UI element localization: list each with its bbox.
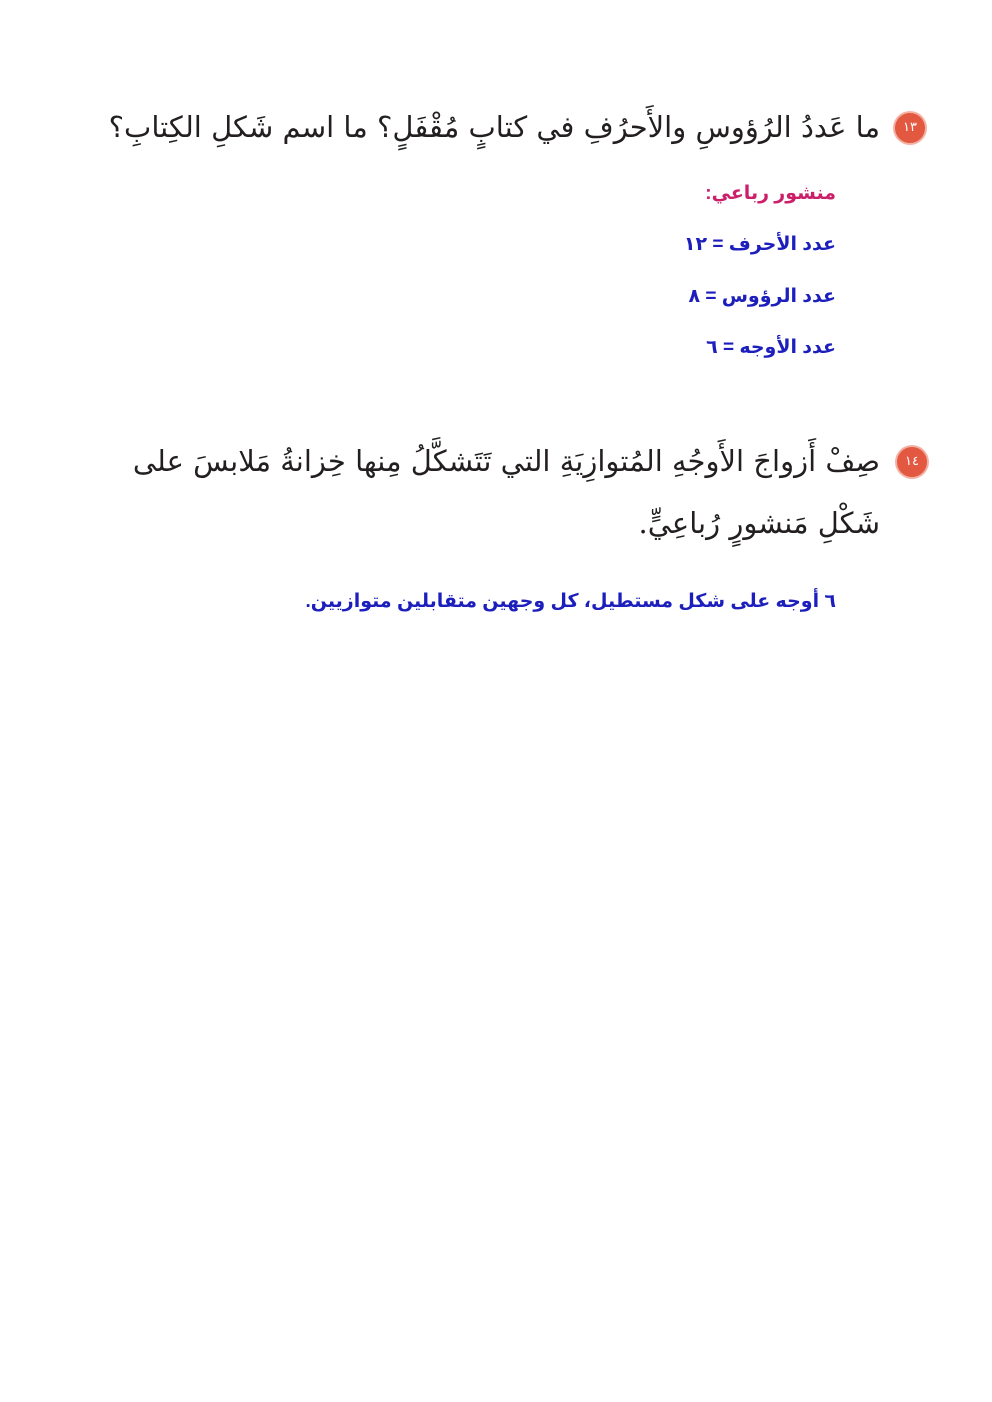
question-14 <box>105 430 919 554</box>
answer-14-text: ٦ أوجه على شكل مستطيل، كل وجهين متقابلين متوازيين. <box>305 591 836 612</box>
answer-13-title: منشور رباعي: <box>705 183 836 204</box>
question-number-badge: ١٣ <box>895 113 925 143</box>
question-14-text: صِفْ أَزواجَ الأَوجُهِ المُتوازِيَةِ التي تَتَشكَّلُ مِنها خِزانةُ مَلابسَ على شَكْلِ مَنشورٍ رُباعِيٍّ. <box>132 444 880 540</box>
question-13-text: ما عَددُ الرُؤوسِ والأَحرُفِ في كتابٍ مُقْفَلٍ؟ ما اسم شَكلِ الكِتابِ؟ <box>108 110 880 144</box>
answer-13-vertices: عدد الرؤوس = ٨ <box>688 286 836 307</box>
answer-13-edges: عدد الأحرف = ١٢ <box>683 234 836 255</box>
answer-13-faces: عدد الأوجه = ٦ <box>706 337 836 358</box>
question-13 <box>105 96 917 158</box>
question-number-badge: ١٤ <box>897 447 927 477</box>
